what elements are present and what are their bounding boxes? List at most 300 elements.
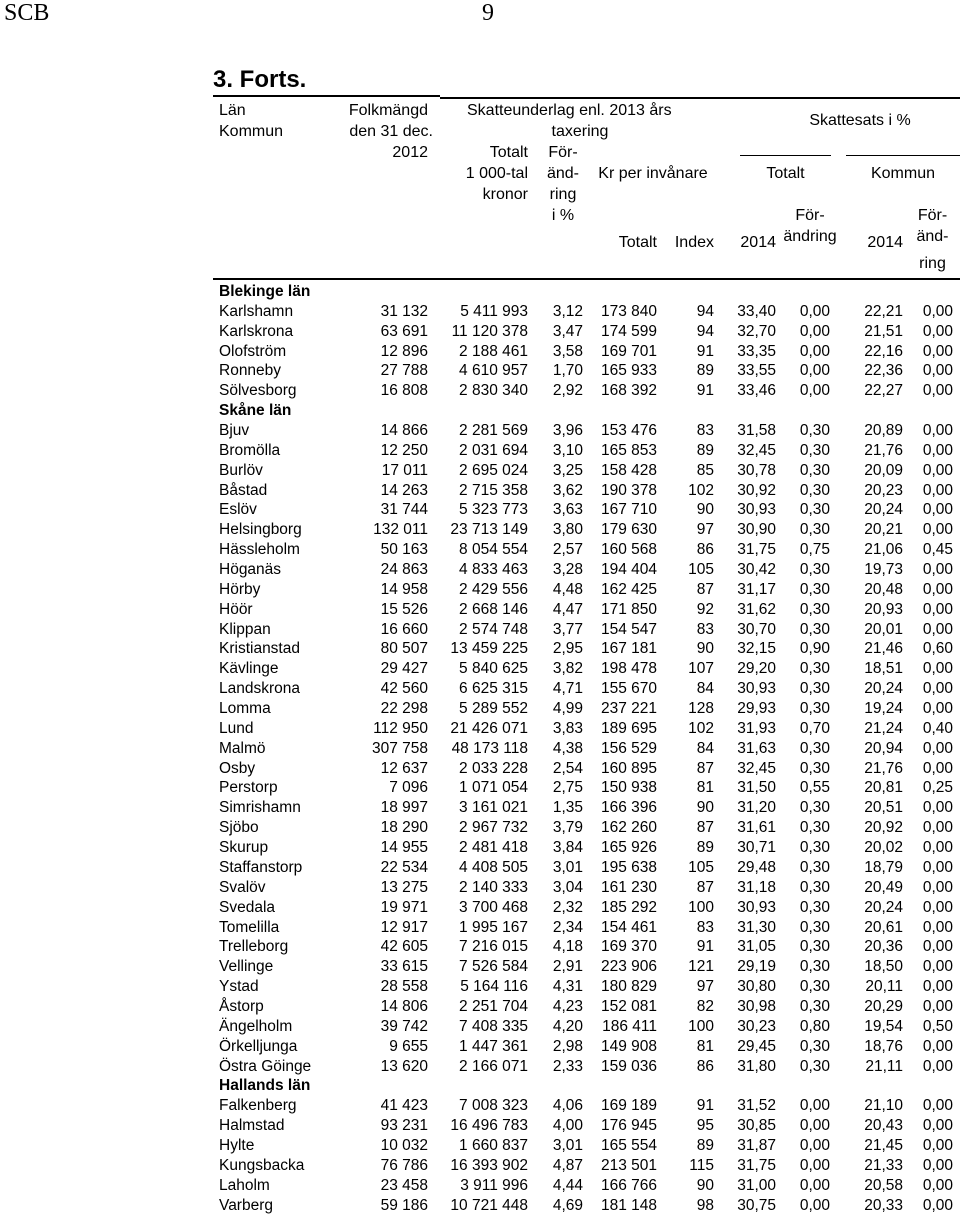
cell-skattesats-totalt-forandring: 0,90 — [799, 640, 830, 658]
table-row — [0, 500, 960, 520]
header-folkmangd-2: den 31 dec. — [349, 123, 433, 140]
cell-skatteunderlag-totalt: 2 281 569 — [459, 422, 528, 440]
cell-skatteunderlag-forandring: 4,18 — [552, 938, 583, 956]
cell-kr-per-invanare: 237 221 — [600, 700, 657, 718]
cell-folkmangd: 93 231 — [380, 1117, 428, 1135]
cell-skatteunderlag-forandring: 3,63 — [552, 501, 583, 519]
cell-skattesats-kommun-forandring: 0,00 — [922, 819, 953, 837]
cell-kr-per-invanare: 160 895 — [600, 759, 657, 777]
cell-skatteunderlag-forandring: 3,82 — [552, 660, 583, 678]
cell-skattesats-kommun-forandring: 0,00 — [922, 739, 953, 757]
cell-folkmangd: 31 744 — [380, 501, 428, 519]
cell-skattesats-kommun-2014: 19,54 — [864, 1017, 903, 1035]
cell-kr-per-invanare: 165 933 — [600, 362, 657, 380]
kommun-name: Olofström — [219, 342, 287, 360]
cell-skattesats-totalt-forandring: 0,00 — [799, 342, 830, 360]
cell-folkmangd: 80 507 — [380, 640, 428, 658]
header-forandring-b-3: ring — [919, 255, 946, 272]
table-row — [0, 918, 960, 938]
cell-skattesats-kommun-forandring: 0,40 — [922, 719, 953, 737]
cell-kr-per-invanare: 173 840 — [600, 302, 657, 320]
cell-skattesats-totalt-2014: 31,20 — [737, 799, 776, 817]
cell-kr-per-invanare: 154 547 — [600, 620, 657, 638]
cell-skatteunderlag-totalt: 2 830 340 — [459, 382, 528, 400]
cell-skattesats-kommun-2014: 20,58 — [864, 1176, 903, 1194]
cell-skattesats-totalt-forandring: 0,00 — [799, 322, 830, 340]
cell-index: 91 — [696, 938, 714, 956]
table-row — [0, 798, 960, 818]
cell-skatteunderlag-totalt: 2 695 024 — [459, 461, 528, 479]
cell-folkmangd: 42 560 — [380, 680, 428, 698]
cell-skatteunderlag-forandring: 4,20 — [552, 1017, 583, 1035]
cell-folkmangd: 41 423 — [380, 1097, 428, 1115]
table-row — [0, 560, 960, 580]
cell-skatteunderlag-forandring: 4,87 — [552, 1156, 583, 1174]
cell-skatteunderlag-totalt: 11 120 378 — [451, 322, 528, 340]
cell-skatteunderlag-forandring: 3,25 — [552, 461, 583, 479]
kommun-rule — [846, 155, 960, 156]
cell-folkmangd: 19 971 — [380, 898, 428, 916]
header-kr-per-invanare: Kr per invånare — [598, 165, 708, 182]
cell-skattesats-totalt-forandring: 0,00 — [799, 1117, 830, 1135]
cell-skattesats-kommun-2014: 20,92 — [864, 819, 903, 837]
cell-skattesats-kommun-2014: 20,94 — [864, 739, 903, 757]
table-row — [0, 600, 960, 620]
cell-skattesats-kommun-2014: 20,24 — [864, 898, 903, 916]
kommun-name: Hylte — [219, 1136, 255, 1154]
cell-folkmangd: 18 290 — [380, 819, 428, 837]
cell-skattesats-totalt-2014: 32,45 — [737, 759, 776, 777]
kommun-name: Höganäs — [219, 561, 282, 579]
cell-skattesats-totalt-forandring: 0,30 — [799, 997, 830, 1015]
cell-skattesats-totalt-forandring: 0,30 — [799, 739, 830, 757]
cell-index: 102 — [688, 481, 714, 499]
cell-index: 105 — [688, 561, 714, 579]
cell-kr-per-invanare: 169 370 — [600, 938, 657, 956]
cell-kr-per-invanare: 223 906 — [600, 958, 657, 976]
group-row — [0, 282, 960, 302]
cell-skattesats-kommun-2014: 20,02 — [864, 839, 903, 857]
cell-index: 86 — [696, 541, 714, 559]
cell-skattesats-totalt-forandring: 0,00 — [799, 302, 830, 320]
cell-kr-per-invanare: 213 501 — [600, 1156, 657, 1174]
cell-skattesats-kommun-2014: 21,33 — [864, 1156, 903, 1174]
cell-index: 87 — [696, 819, 714, 837]
kommun-name: Svalöv — [219, 878, 266, 896]
cell-skattesats-totalt-2014: 31,75 — [737, 541, 776, 559]
cell-kr-per-invanare: 165 926 — [600, 839, 657, 857]
cell-skattesats-totalt-2014: 31,30 — [737, 918, 776, 936]
kommun-name: Örkelljunga — [219, 1037, 298, 1055]
cell-kr-per-invanare: 158 428 — [600, 461, 657, 479]
cell-index: 83 — [696, 620, 714, 638]
lan-name: Skåne län — [219, 402, 292, 420]
publisher-label: SCB — [4, 0, 50, 26]
kommun-name: Ystad — [219, 978, 259, 996]
table-row — [0, 937, 960, 957]
cell-skattesats-kommun-2014: 21,51 — [864, 322, 903, 340]
cell-skatteunderlag-forandring: 3,80 — [552, 521, 583, 539]
cell-kr-per-invanare: 165 853 — [600, 441, 657, 459]
cell-skattesats-totalt-forandring: 0,30 — [799, 878, 830, 896]
cell-skatteunderlag-forandring: 2,75 — [552, 779, 583, 797]
cell-skattesats-totalt-2014: 30,90 — [737, 521, 776, 539]
table-row — [0, 361, 960, 381]
cell-skattesats-kommun-forandring: 0,00 — [922, 1117, 953, 1135]
kommun-name: Ronneby — [219, 362, 282, 380]
cell-skattesats-totalt-2014: 30,93 — [737, 501, 776, 519]
cell-skattesats-kommun-forandring: 0,00 — [922, 858, 953, 876]
cell-folkmangd: 14 263 — [380, 481, 428, 499]
header-skattesats-totalt: Totalt — [766, 165, 805, 182]
cell-index: 83 — [696, 422, 714, 440]
cell-skattesats-totalt-2014: 31,00 — [737, 1176, 776, 1194]
cell-skattesats-totalt-2014: 29,20 — [737, 660, 776, 678]
cell-skattesats-totalt-forandring: 0,30 — [799, 858, 830, 876]
table-row — [0, 639, 960, 659]
cell-skattesats-kommun-2014: 20,24 — [864, 501, 903, 519]
cell-skatteunderlag-totalt: 1 995 167 — [459, 918, 528, 936]
cell-index: 91 — [696, 342, 714, 360]
table-row — [0, 778, 960, 798]
cell-folkmangd: 17 011 — [381, 461, 428, 479]
cell-skatteunderlag-totalt: 5 289 552 — [459, 700, 528, 718]
cell-skattesats-totalt-forandring: 0,00 — [799, 382, 830, 400]
cell-folkmangd: 42 605 — [380, 938, 428, 956]
cell-skattesats-totalt-forandring: 0,30 — [799, 978, 830, 996]
header-totalt-2: 1 000-tal — [465, 165, 528, 182]
cell-skatteunderlag-totalt: 2 574 748 — [459, 620, 528, 638]
header-skatteunderlag-1: Skatteunderlag enl. 2013 års — [467, 102, 672, 119]
cell-skattesats-totalt-2014: 30,93 — [737, 680, 776, 698]
cell-skatteunderlag-forandring: 2,92 — [552, 382, 583, 400]
table-row — [0, 739, 960, 759]
cell-skattesats-totalt-2014: 31,61 — [737, 819, 776, 837]
cell-skatteunderlag-forandring: 4,44 — [552, 1176, 583, 1194]
cell-skattesats-totalt-2014: 29,93 — [737, 700, 776, 718]
cell-skatteunderlag-forandring: 2,98 — [552, 1037, 583, 1055]
cell-skattesats-kommun-forandring: 0,00 — [922, 441, 953, 459]
cell-kr-per-invanare: 165 554 — [600, 1136, 657, 1154]
cell-folkmangd: 28 558 — [380, 978, 428, 996]
cell-skatteunderlag-forandring: 2,54 — [552, 759, 583, 777]
cell-skatteunderlag-forandring: 4,38 — [552, 739, 583, 757]
cell-skattesats-totalt-forandring: 0,00 — [799, 1176, 830, 1194]
cell-skattesats-totalt-2014: 30,42 — [737, 561, 776, 579]
cell-skattesats-totalt-2014: 30,80 — [737, 978, 776, 996]
cell-skatteunderlag-totalt: 10 721 448 — [450, 1196, 528, 1214]
cell-skattesats-kommun-2014: 20,29 — [864, 997, 903, 1015]
kommun-name: Kungsbacka — [219, 1156, 305, 1174]
cell-skattesats-totalt-forandring: 0,00 — [799, 1136, 830, 1154]
cell-index: 89 — [696, 839, 714, 857]
cell-skattesats-totalt-2014: 31,62 — [737, 600, 776, 618]
table-row — [0, 481, 960, 501]
cell-skatteunderlag-forandring: 3,28 — [552, 561, 583, 579]
table-row — [0, 1096, 960, 1116]
cell-skatteunderlag-totalt: 2 715 358 — [459, 481, 528, 499]
cell-skattesats-totalt-2014: 31,50 — [737, 779, 776, 797]
cell-skattesats-kommun-2014: 21,45 — [864, 1136, 903, 1154]
cell-skattesats-kommun-forandring: 0,00 — [922, 1037, 953, 1055]
cell-skattesats-totalt-2014: 29,19 — [737, 958, 776, 976]
cell-index: 83 — [696, 918, 714, 936]
header-totalt-3: kronor — [482, 186, 528, 203]
kommun-name: Laholm — [219, 1176, 270, 1194]
cell-skattesats-kommun-forandring: 0,00 — [922, 839, 953, 857]
cell-index: 97 — [696, 521, 714, 539]
cell-skattesats-totalt-forandring: 0,30 — [799, 521, 830, 539]
group-row — [0, 401, 960, 421]
cell-kr-per-invanare: 168 392 — [600, 382, 657, 400]
cell-skattesats-totalt-2014: 31,18 — [737, 878, 776, 896]
cell-index: 97 — [696, 978, 714, 996]
cell-folkmangd: 50 163 — [380, 541, 428, 559]
cell-kr-per-invanare: 150 938 — [600, 779, 657, 797]
cell-skatteunderlag-forandring: 4,47 — [552, 600, 583, 618]
kommun-name: Vellinge — [219, 958, 274, 976]
cell-kr-per-invanare: 166 396 — [600, 799, 657, 817]
cell-skattesats-kommun-forandring: 0,50 — [922, 1017, 953, 1035]
cell-index: 94 — [696, 322, 714, 340]
cell-skattesats-kommun-forandring: 0,00 — [922, 461, 953, 479]
cell-skattesats-kommun-forandring: 0,00 — [922, 700, 953, 718]
cell-skatteunderlag-totalt: 7 408 335 — [459, 1017, 528, 1035]
cell-skattesats-totalt-2014: 31,80 — [737, 1057, 776, 1075]
table-row — [0, 381, 960, 401]
cell-skatteunderlag-forandring: 4,31 — [552, 978, 583, 996]
kommun-name: Klippan — [219, 620, 271, 638]
cell-kr-per-invanare: 162 260 — [600, 819, 657, 837]
cell-skatteunderlag-forandring: 2,34 — [552, 918, 583, 936]
cell-skatteunderlag-totalt: 3 700 468 — [459, 898, 528, 916]
cell-index: 121 — [688, 958, 714, 976]
cell-folkmangd: 7 096 — [389, 779, 428, 797]
cell-skattesats-totalt-2014: 32,70 — [737, 322, 776, 340]
cell-folkmangd: 13 620 — [380, 1057, 428, 1075]
cell-skattesats-kommun-forandring: 0,00 — [922, 501, 953, 519]
cell-folkmangd: 31 132 — [380, 302, 428, 320]
cell-skattesats-kommun-forandring: 0,00 — [922, 422, 953, 440]
cell-kr-per-invanare: 171 850 — [600, 600, 657, 618]
cell-folkmangd: 12 250 — [380, 441, 428, 459]
cell-skattesats-totalt-forandring: 0,30 — [799, 461, 830, 479]
cell-skattesats-totalt-forandring: 0,30 — [799, 580, 830, 598]
cell-skattesats-kommun-2014: 18,79 — [864, 858, 903, 876]
cell-skattesats-kommun-forandring: 0,00 — [922, 1136, 953, 1154]
cell-skattesats-kommun-2014: 20,89 — [864, 422, 903, 440]
kommun-name: Hörby — [219, 580, 261, 598]
kommun-name: Malmö — [219, 739, 266, 757]
lan-name: Hallands län — [219, 1077, 311, 1095]
cell-skatteunderlag-totalt: 13 459 225 — [450, 640, 528, 658]
cell-index: 128 — [688, 700, 714, 718]
table-row — [0, 342, 960, 362]
cell-index: 89 — [696, 441, 714, 459]
kommun-name: Sjöbo — [219, 819, 259, 837]
cell-skatteunderlag-totalt: 7 008 323 — [459, 1097, 528, 1115]
table-row — [0, 759, 960, 779]
cell-skattesats-kommun-forandring: 0,00 — [922, 1057, 953, 1075]
cell-skatteunderlag-forandring: 3,62 — [552, 481, 583, 499]
cell-index: 87 — [696, 759, 714, 777]
cell-skattesats-kommun-forandring: 0,00 — [922, 938, 953, 956]
cell-skatteunderlag-totalt: 1 071 054 — [459, 779, 528, 797]
kommun-name: Landskrona — [219, 680, 301, 698]
cell-index: 89 — [696, 362, 714, 380]
cell-index: 89 — [696, 1136, 714, 1154]
cell-skattesats-kommun-2014: 21,06 — [864, 541, 903, 559]
page-header — [0, 0, 960, 30]
cell-skattesats-kommun-2014: 20,21 — [864, 521, 903, 539]
cell-skattesats-kommun-forandring: 0,00 — [922, 561, 953, 579]
kommun-name: Lund — [219, 719, 254, 737]
lan-name: Blekinge län — [219, 283, 311, 300]
cell-skattesats-totalt-2014: 33,55 — [737, 362, 776, 380]
cell-skattesats-kommun-2014: 20,01 — [864, 620, 903, 638]
header-forandring-b-1: För- — [917, 207, 948, 224]
cell-skatteunderlag-totalt: 4 833 463 — [459, 561, 528, 579]
cell-skatteunderlag-totalt: 2 429 556 — [459, 580, 528, 598]
cell-index: 82 — [696, 997, 714, 1015]
cell-folkmangd: 18 997 — [380, 799, 428, 817]
header-forandring-b-2: änd- — [916, 228, 949, 245]
cell-skatteunderlag-forandring: 2,33 — [552, 1057, 583, 1075]
cell-skatteunderlag-totalt: 1 447 361 — [459, 1037, 528, 1055]
cell-kr-per-invanare: 190 378 — [600, 481, 657, 499]
cell-index: 84 — [696, 739, 714, 757]
cell-skatteunderlag-totalt: 1 660 837 — [459, 1136, 528, 1154]
cell-folkmangd: 14 958 — [380, 580, 428, 598]
cell-skattesats-kommun-2014: 22,21 — [864, 302, 903, 320]
cell-skatteunderlag-forandring: 4,00 — [552, 1117, 583, 1135]
cell-skatteunderlag-totalt: 2 481 418 — [459, 839, 528, 857]
cell-skattesats-totalt-2014: 30,71 — [737, 839, 776, 857]
header-index: Index — [674, 234, 714, 251]
table-body — [0, 282, 960, 1215]
cell-kr-per-invanare: 162 425 — [600, 580, 657, 598]
table-row — [0, 957, 960, 977]
cell-skattesats-totalt-2014: 33,35 — [737, 342, 776, 360]
header-forandring-1: För- — [548, 144, 578, 161]
cell-kr-per-invanare: 152 081 — [600, 997, 657, 1015]
cell-skattesats-totalt-forandring: 0,30 — [799, 600, 830, 618]
cell-folkmangd: 33 615 — [380, 958, 428, 976]
cell-skattesats-kommun-forandring: 0,00 — [922, 1097, 953, 1115]
kommun-name: Staffanstorp — [219, 858, 303, 876]
header-year-2014-b: 2014 — [867, 234, 903, 251]
cell-kr-per-invanare: 194 404 — [600, 561, 657, 579]
table-row — [0, 838, 960, 858]
cell-skattesats-kommun-forandring: 0,00 — [922, 580, 953, 598]
cell-skatteunderlag-totalt: 2 166 071 — [459, 1057, 528, 1075]
cell-kr-per-invanare: 179 630 — [600, 521, 657, 539]
kommun-name: Burlöv — [219, 461, 263, 479]
cell-skattesats-totalt-forandring: 0,00 — [799, 1156, 830, 1174]
cell-skattesats-kommun-2014: 20,51 — [864, 799, 903, 817]
cell-skattesats-totalt-forandring: 0,30 — [799, 938, 830, 956]
header-totalt-1: Totalt — [489, 144, 528, 161]
cell-index: 100 — [688, 898, 714, 916]
cell-skattesats-totalt-2014: 30,92 — [737, 481, 776, 499]
cell-skatteunderlag-forandring: 2,32 — [552, 898, 583, 916]
cell-skattesats-totalt-forandring: 0,30 — [799, 898, 830, 916]
cell-skattesats-totalt-forandring: 0,30 — [799, 501, 830, 519]
cell-skatteunderlag-forandring: 3,79 — [552, 819, 583, 837]
cell-index: 95 — [696, 1117, 714, 1135]
cell-skattesats-kommun-forandring: 0,25 — [922, 779, 953, 797]
cell-skattesats-totalt-2014: 30,78 — [737, 461, 776, 479]
kommun-name: Helsingborg — [219, 521, 302, 539]
table-row — [0, 1136, 960, 1156]
cell-skattesats-kommun-forandring: 0,00 — [922, 322, 953, 340]
kommun-name: Ängelholm — [219, 1017, 293, 1035]
cell-skatteunderlag-totalt: 8 054 554 — [459, 541, 528, 559]
cell-skatteunderlag-totalt: 2 140 333 — [459, 878, 528, 896]
cell-folkmangd: 23 458 — [380, 1176, 428, 1194]
cell-skattesats-kommun-2014: 22,27 — [864, 382, 903, 400]
cell-skattesats-totalt-2014: 33,40 — [737, 302, 776, 320]
cell-folkmangd: 29 427 — [380, 660, 428, 678]
header-lan: Län — [219, 102, 246, 119]
kommun-name: Kävlinge — [219, 660, 279, 678]
cell-skatteunderlag-forandring: 3,04 — [552, 878, 583, 896]
cell-skattesats-totalt-forandring: 0,30 — [799, 561, 830, 579]
cell-index: 86 — [696, 1057, 714, 1075]
cell-skattesats-kommun-2014: 20,36 — [864, 938, 903, 956]
cell-skattesats-kommun-forandring: 0,00 — [922, 997, 953, 1015]
cell-index: 81 — [696, 779, 714, 797]
cell-skattesats-totalt-forandring: 0,75 — [799, 541, 830, 559]
cell-skattesats-kommun-2014: 22,16 — [864, 342, 903, 360]
cell-skatteunderlag-totalt: 2 033 228 — [459, 759, 528, 777]
cell-skatteunderlag-forandring: 1,35 — [552, 799, 583, 817]
cell-skatteunderlag-totalt: 2 251 704 — [459, 997, 528, 1015]
cell-skattesats-kommun-forandring: 0,00 — [922, 918, 953, 936]
kommun-name: Tomelilla — [219, 918, 280, 936]
cell-skattesats-kommun-forandring: 0,00 — [922, 382, 953, 400]
cell-skattesats-kommun-2014: 20,09 — [864, 461, 903, 479]
cell-skattesats-kommun-2014: 21,76 — [864, 441, 903, 459]
cell-skattesats-kommun-forandring: 0,00 — [922, 481, 953, 499]
cell-index: 92 — [696, 600, 714, 618]
cell-skattesats-totalt-forandring: 0,70 — [799, 719, 830, 737]
cell-index: 115 — [689, 1156, 714, 1174]
cell-skattesats-kommun-2014: 21,24 — [864, 719, 903, 737]
cell-index: 81 — [696, 1037, 714, 1055]
table-row — [0, 1057, 960, 1077]
cell-skattesats-kommun-2014: 20,24 — [864, 680, 903, 698]
cell-skattesats-totalt-forandring: 0,30 — [799, 441, 830, 459]
cell-folkmangd: 307 758 — [371, 739, 428, 757]
cell-skatteunderlag-forandring: 2,57 — [552, 541, 583, 559]
header-forandring-a-2: ändring — [783, 228, 837, 245]
header-forandring-3: ring — [549, 186, 577, 203]
cell-skattesats-totalt-forandring: 0,80 — [799, 1017, 830, 1035]
cell-skattesats-totalt-2014: 31,58 — [737, 422, 776, 440]
header-skattesats-kommun: Kommun — [870, 165, 936, 182]
cell-index: 90 — [696, 640, 714, 658]
cell-skattesats-kommun-2014: 21,11 — [865, 1057, 903, 1075]
table-row — [0, 699, 960, 719]
cell-skattesats-kommun-2014: 21,76 — [864, 759, 903, 777]
cell-skattesats-totalt-forandring: 0,30 — [799, 918, 830, 936]
cell-folkmangd: 12 896 — [380, 342, 428, 360]
cell-skattesats-kommun-2014: 20,43 — [864, 1117, 903, 1135]
cell-folkmangd: 112 950 — [373, 719, 428, 737]
cell-skattesats-kommun-2014: 22,36 — [864, 362, 903, 380]
cell-skattesats-kommun-forandring: 0,00 — [922, 302, 953, 320]
